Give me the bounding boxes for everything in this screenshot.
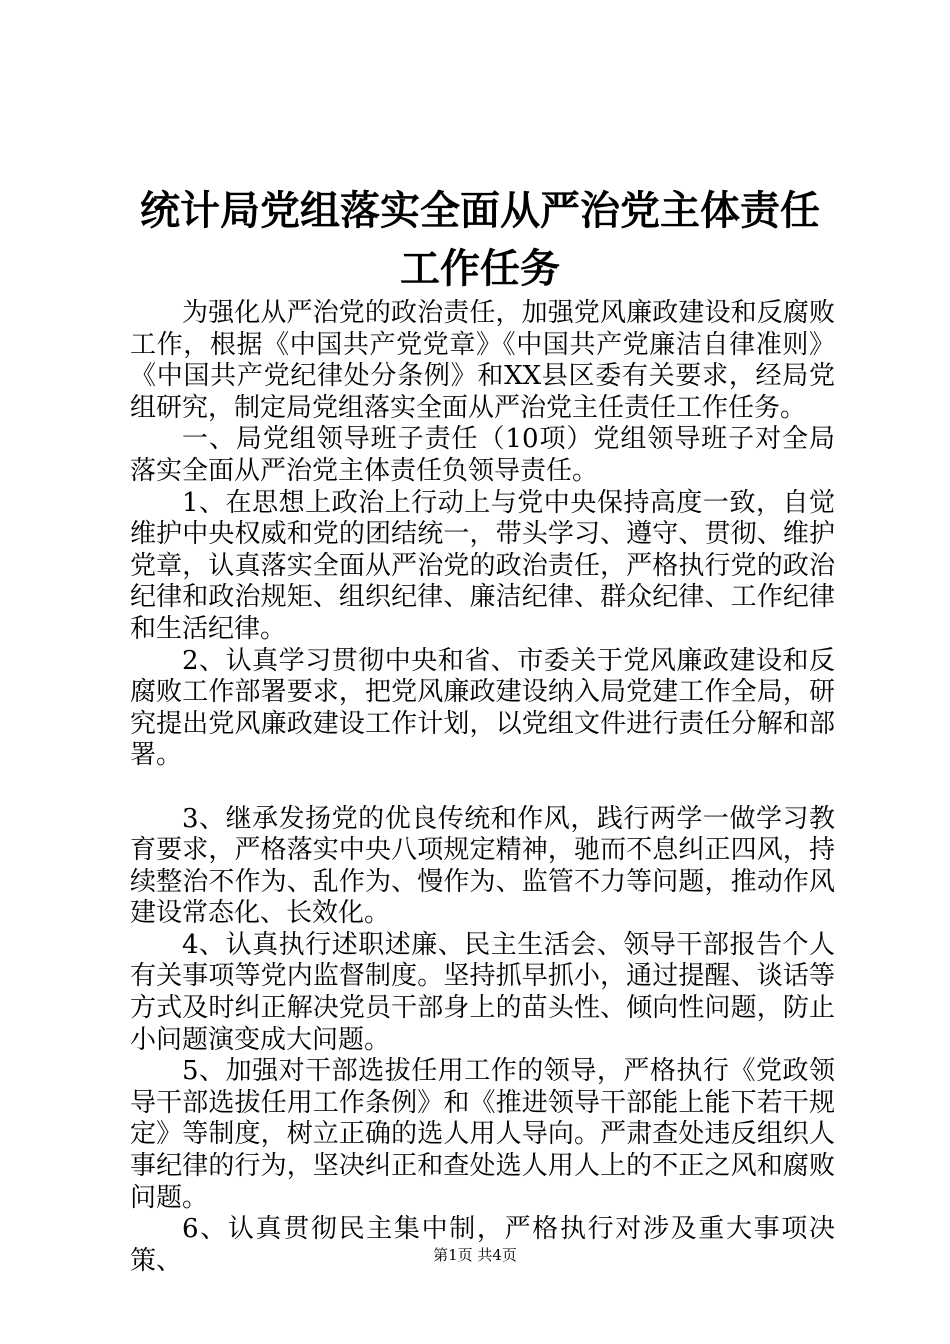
- document-title: 统计局党组落实全面从严治党主体责任工作任务: [140, 187, 820, 292]
- document-body: [130, 298, 835, 1277]
- paragraph-item-1: 1、在思想上政治上行动上与党中央保持高度一致，自觉维护中央权威和党的团结统一，带头学习、遵守、贯彻、维护党章，认真落实全面从严治党的政治责任，严格执行党的政治纪律和政治规矩、组织纪律、廉洁纪律、群众纪律、工作纪律和生活纪律。: [130, 487, 835, 644]
- paragraph-item-5: 5、加强对干部选拔任用工作的领导，严格执行《党政领导干部选拔任用工作条例》和《推进领导干部能上能下若干规定》等制度，树立正确的选人用人导向。严肃查处违反组织人事纪律的行为，坚决纠正和查处选人用人上的不正之风和腐败问题。: [130, 1056, 835, 1213]
- paragraph-item-6: 6、认真贯彻民主集中制，严格执行对涉及重大事项决策、: [130, 1214, 835, 1276]
- page-footer: 第1页 共4页: [433, 1246, 517, 1264]
- paragraph-item-4: 4、认真执行述职述廉、民主生活会、领导干部报告个人有关事项等党内监督制度。坚持抓早抓小，通过提醒、谈话等方式及时纠正解决党员干部身上的苗头性、倾向性问题，防止小问题演变成大问题。: [130, 929, 835, 1055]
- paragraph-intro: 为强化从严治党的政治责任，加强党风廉政建设和反腐败工作，根据《中国共产党党章》《中国共产党廉洁自律准则》《中国共产党纪律处分条例》和XX县区委有关要求，经局党组研究，制定局党组落实全面从严治党主任责任工作任务。: [130, 298, 835, 423]
- paragraph-item-2: 2、认真学习贯彻中央和省、市委关于党风廉政建设和反腐败工作部署要求，把党风廉政建设纳入局党建工作全局，研究提出党风廉政建设工作计划，以党组文件进行责任分解和部署。: [130, 645, 835, 771]
- paragraph-item-3: 3、继承发扬党的优良传统和作风，践行两学一做学习教育要求，严格落实中央八项规定精神，驰而不息纠正四风，持续整治不作为、乱作为、慢作为、监管不力等问题，推动作风建设常态化、长效化。: [130, 803, 835, 929]
- paragraph-section-1: 一、局党组领导班子责任（10项）党组领导班子对全局落实全面从严治党主体责任负领导责任。: [130, 424, 835, 486]
